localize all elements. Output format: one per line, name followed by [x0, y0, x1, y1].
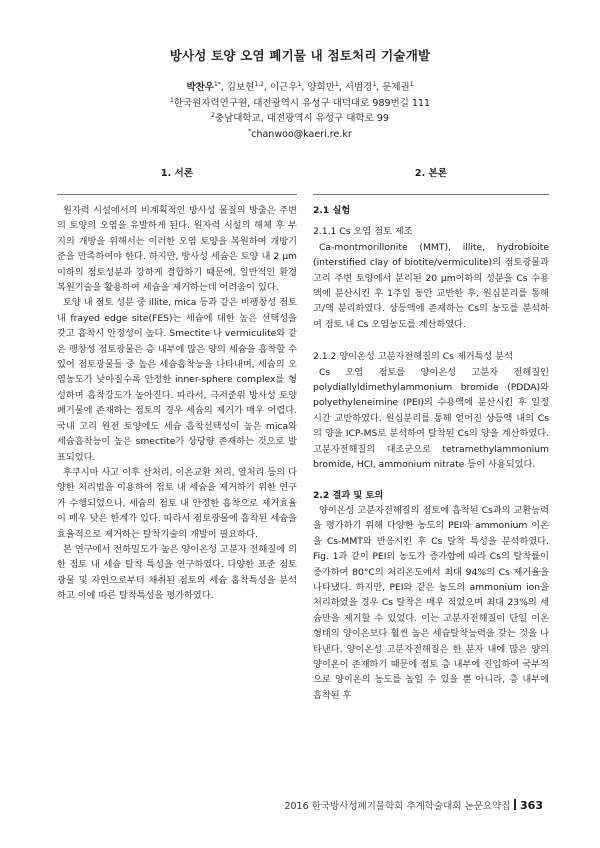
- section-rule: [57, 194, 297, 195]
- left-column: [57, 166, 297, 604]
- intro-paragraph: 원자력 시설에서의 비계획적인 방사성 물질의 방출은 주변의 토양의 오염을 유발하게 된다. 원자력 시설의 해체 후 부지의 개방을 위해서는 이러한 오염 토양을 복원하여 개방기준을 만족하여야 한다. 하지만, 방사성 세슘은 토양 내 2 μm 이하의 점토성분과 강하게 결합하기 때문에, 일반적인 환경복원기술을 활용하여 세슘을 제거하는데 어려움이 있다.: [57, 205, 297, 294]
- author-name: 문제권: [382, 82, 410, 93]
- author-sup: 1: [297, 81, 302, 88]
- author-name: 김보현: [226, 82, 255, 93]
- body-paragraph: Ca-montmorillonite (MMT), illite, hydrobioite (interstified clay of biotite/vermiculite)의 점토광물과 고리 주변 토양에서 분리된 20 μm이하의 성분을 Cs 수용액에 분산시킨 후 1주일 동안 교반한 후, 원심분리를 통해 고/액 분리하였다. 상등액에 존재하는 Cs의 농도를 분석하여 점토 내 Cs 오염농도를 계산하였다.: [313, 241, 549, 330]
- lead-author: 박찬우: [186, 82, 214, 93]
- page-footer: [284, 798, 543, 812]
- footer-divider: [514, 799, 516, 810]
- author-sup: 1: [409, 81, 414, 88]
- footer-text: 2016 한국방사성폐기물학회 추계학술대회 논문요약집: [284, 801, 511, 812]
- corresponding-email: *chanwoo@kaeri.re.kr: [248, 127, 352, 140]
- author-sup: 1: [372, 81, 377, 88]
- right-column: [313, 166, 549, 703]
- author-name: 서범경: [344, 82, 373, 93]
- body-paragraph: Cs 오염 점토를 양이온성 고분자 전해질인 polydiallyldimethylammonium bromide (PDDA)와 polyethyleneimine (PEI)의 수용액에 분산시킨 후 일정시간 교반하였다. 원심분리를 통해 얻어진 상등액 내의 Cs의 양을 ICP-MS로 분석하여 탈착된 Cs의 양을 계산하였다. 고분자전해질의 대조군으로 tetramethylammonium bromide, HCl, ammonium nitrate 등이 사용되었다.: [313, 366, 549, 471]
- section-rule: [313, 194, 549, 195]
- paper-title: 방사성 토양 오염 폐기물 내 점토처리 기술개발: [169, 48, 431, 63]
- intro-paragraph: 토양 내 점토 성분 중 illite, mica 등과 같은 비팽창성 점토 내 frayed edge site(FES)는 세슘에 대한 높은 선택성을 갖고 흡착시 안정성이 높다. Smectite 나 vermiculite와 같은 팽창성 점토광물은 층 내부에 많은 양의 세슘을 흡착할 수 있어 점토광물들 중 높은 세슘흡착능을 나타내며, 세슘의 오염농도가 낮아질수록 안정한 inner-sphere complex를 형성하며 흡착강도가 높아진다. 따라서, 극저준위 방사성 토양폐기물에 존재하는 점토의 경우 세슘의 제거가 매우 어렵다. 국내 고리 원전 토양에도 세슘 흡착선택성이 높은 mica와 세슘흡착능이 높은 smectite가 상당량 존재하는 것으로 발표되었다.: [57, 297, 297, 463]
- subsubsection-2-1-2: 2.1.2 양이온성 고분자전해질의 Cs 제거특성 분석: [313, 351, 514, 363]
- section-heading-body: 2. 본론: [414, 168, 448, 179]
- subsection-results: 2.2 결과 및 토의: [313, 489, 384, 501]
- affiliation-1: $^1$한국원자력연구원, 대전광역시 유성구 대덕대로 989번길 111: [169, 96, 431, 109]
- author-sup: 1: [334, 81, 339, 88]
- page-number: 363: [520, 799, 543, 812]
- section-heading-introduction: 1. 서론: [160, 168, 194, 179]
- author-block: [0, 80, 600, 142]
- body-paragraph: 양이온성 고분자전해질의 점토에 흡착된 Cs과의 교환능력을 평가하기 위해 다양한 농도의 PEI와 ammonium 이온을 Cs-MMT와 반응시킨 후 Cs 탈착 특성을 분석하였다. Fig. 1과 같이 PEI의 농도가 증가함에 따라 Cs의 탈착률이 증가하여 80°C의 처리온도에서 최대 94%의 Cs 제거율을 나타냈다. 하지만, PEI와 같은 농도의 ammonium ion을 처리하였을 경우 Cs 탈착은 매우 적었으며 최대 23%의 세슘만을 제거할 수 있었다. 이는 고분자전해질이 단일 이온형태의 양이온보다 훨씬 높은 세슘탈착능력을 갖는 것을 나타낸다. 양이온성 고분자전해질은 한 분자 내에 많은 양의 양이온이 존재하기 때문에 점토 층 내부에 진입하여 국부적으로 양이온의 농도를 높일 수 있을 뿐 아니라, 층 내부에 흡착된 후: [313, 504, 549, 701]
- author-sup: 1,2: [254, 81, 264, 88]
- subsubsection-2-1-1: 2.1.1 Cs 오염 점토 제조: [313, 226, 413, 238]
- subsection-experiment: 2.1 실험: [313, 205, 351, 216]
- author-line: 박찬우$^{1*}$, 김보현$^{1,2}$, 이근우$^1$, 양희만$^1$, 서범경$^1$, 문제권$^1$: [186, 81, 414, 93]
- intro-paragraph: 본 연구에서 전하밀도가 높은 양이온성 고분자 전해질에 의한 점토 내 세슘 탈착 특성을 연구하였다. 다양한 표준 점토광물 및 자연으로부터 채취된 점토의 세슘 흡착특성을 분석하고 이에 따른 탈착특성을 평가하였다.: [57, 543, 297, 602]
- lead-author-sup: 1*: [213, 81, 221, 88]
- author-name: 양희만: [307, 82, 335, 93]
- affiliation-2: $^2$충남대학교, 대전광역시 유성구 대학로 99: [211, 112, 389, 124]
- author-name: 이근우: [269, 82, 298, 93]
- intro-paragraph: 후쿠시마 사고 이후 산처리, 이온교환 처리, 열처리 등의 다양한 처리법을 이용하여 점토 내 세슘을 제거하기 위한 연구가 수행되었으나, 세슘의 점토 내 안정한 흡착으로 제거효율이 매우 낮은 한계가 있다. 따라서 점토광물에 흡착된 세슘을 효율적으로 제거하는 탈착기술의 개발이 필요하다.: [57, 466, 297, 540]
